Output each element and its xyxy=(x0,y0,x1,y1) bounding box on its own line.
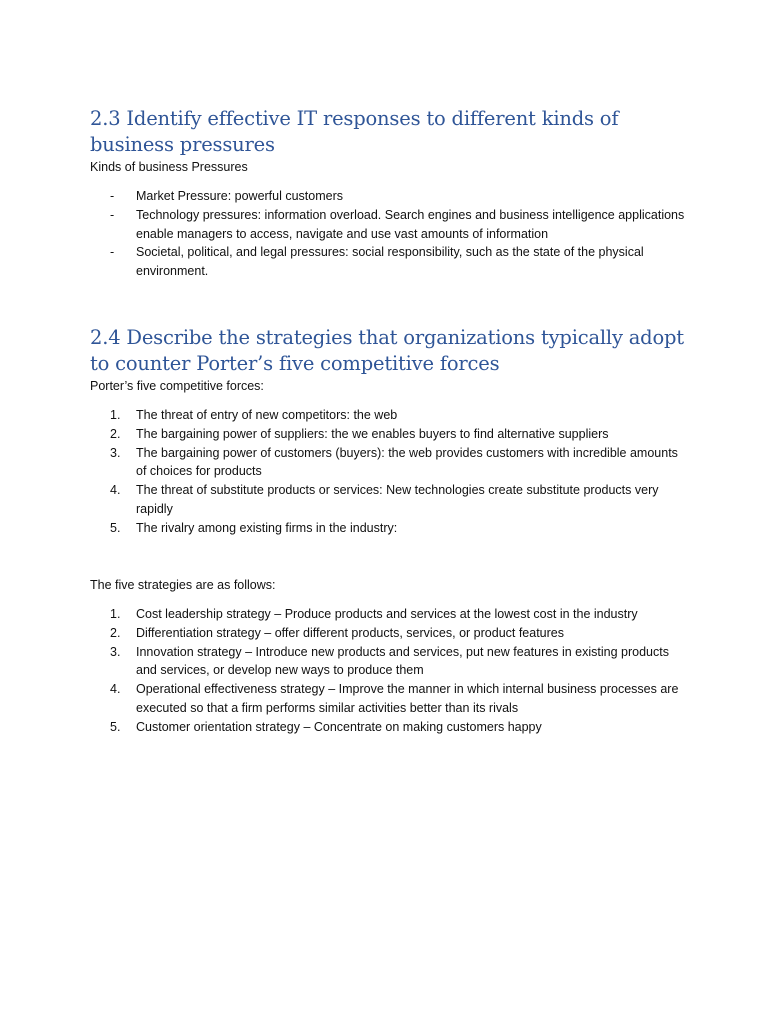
list-item-text: The bargaining power of suppliers: the we enables buyers to find alternative suppliers xyxy=(136,426,609,441)
list-item-text: The threat of entry of new competitors: the web xyxy=(136,408,398,422)
list-item xyxy=(90,187,690,206)
list-item-text: The threat of substitute products or services: New technologies create substitute products very rapidly xyxy=(136,483,659,516)
list-item xyxy=(90,624,690,643)
number-marker: 3. xyxy=(110,644,121,659)
section-2-3 xyxy=(90,106,690,281)
list-item xyxy=(90,406,690,425)
number-marker: 1. xyxy=(110,408,121,422)
number-marker: 4. xyxy=(110,483,121,498)
list-item xyxy=(90,643,690,681)
number-marker: 5. xyxy=(110,520,121,535)
number-marker: 1. xyxy=(110,607,121,621)
list-item-text: Societal, political, and legal pressures: social responsibility, such as the state of the physical environment. xyxy=(136,245,644,279)
dash-marker: - xyxy=(110,189,115,203)
strategies-list xyxy=(90,605,690,737)
list-item xyxy=(90,680,690,718)
number-marker: 2. xyxy=(110,625,121,640)
list-item-text: Cost leadership strategy – Produce products and services at the lowest cost in the industry xyxy=(136,607,638,621)
pressures-list xyxy=(90,187,690,281)
strategies-section xyxy=(90,576,690,737)
section-2-4 xyxy=(90,325,690,538)
list-item-text: Customer orientation strategy – Concentrate on making customers happy xyxy=(136,719,542,734)
list-item xyxy=(90,605,690,624)
list-item xyxy=(90,718,690,737)
list-item-text: The bargaining power of customers (buyers): the web provides customers with incredible amounts of choices for products xyxy=(136,445,678,479)
dash-marker: - xyxy=(110,245,115,260)
list-item xyxy=(90,206,690,244)
section-2-4-heading: 2.4 Describe the strategies that organizations typically adopt to counter Porter’s five competitive forces xyxy=(90,326,684,375)
list-item xyxy=(90,425,690,444)
list-item xyxy=(90,481,690,519)
number-marker: 4. xyxy=(110,682,121,697)
list-item xyxy=(90,243,690,281)
section-2-3-intro: Kinds of business Pressures xyxy=(90,160,248,174)
list-item-text: The rivalry among existing firms in the industry: xyxy=(136,520,398,535)
list-item xyxy=(90,519,690,538)
list-item-text: Technology pressures: information overload. Search engines and business intelligence applications enable managers to access, navigate and use vast amounts of information xyxy=(136,207,685,241)
list-item-text: Market Pressure: powerful customers xyxy=(136,189,344,203)
list-item-text: Differentiation strategy – offer different products, services, or product features xyxy=(136,625,565,640)
forces-list xyxy=(90,406,690,538)
section-2-3-heading: 2.3 Identify effective IT responses to different kinds of business pressures xyxy=(90,107,619,156)
number-marker: 3. xyxy=(110,445,121,460)
strategies-intro: The five strategies are as follows: xyxy=(90,578,276,592)
list-item-text: Innovation strategy – Introduce new products and services, put new features in existing products and services, or develop new ways to produce them xyxy=(136,644,669,678)
section-2-4-intro: Porter’s five competitive forces: xyxy=(90,379,264,393)
list-item xyxy=(90,444,690,482)
number-marker: 5. xyxy=(110,719,121,734)
number-marker: 2. xyxy=(110,426,121,441)
list-item-text: Operational effectiveness strategy – Improve the manner in which internal business processes are executed so that a firm performs similar activities better than its rivals xyxy=(136,682,679,715)
dash-marker: - xyxy=(110,207,115,222)
